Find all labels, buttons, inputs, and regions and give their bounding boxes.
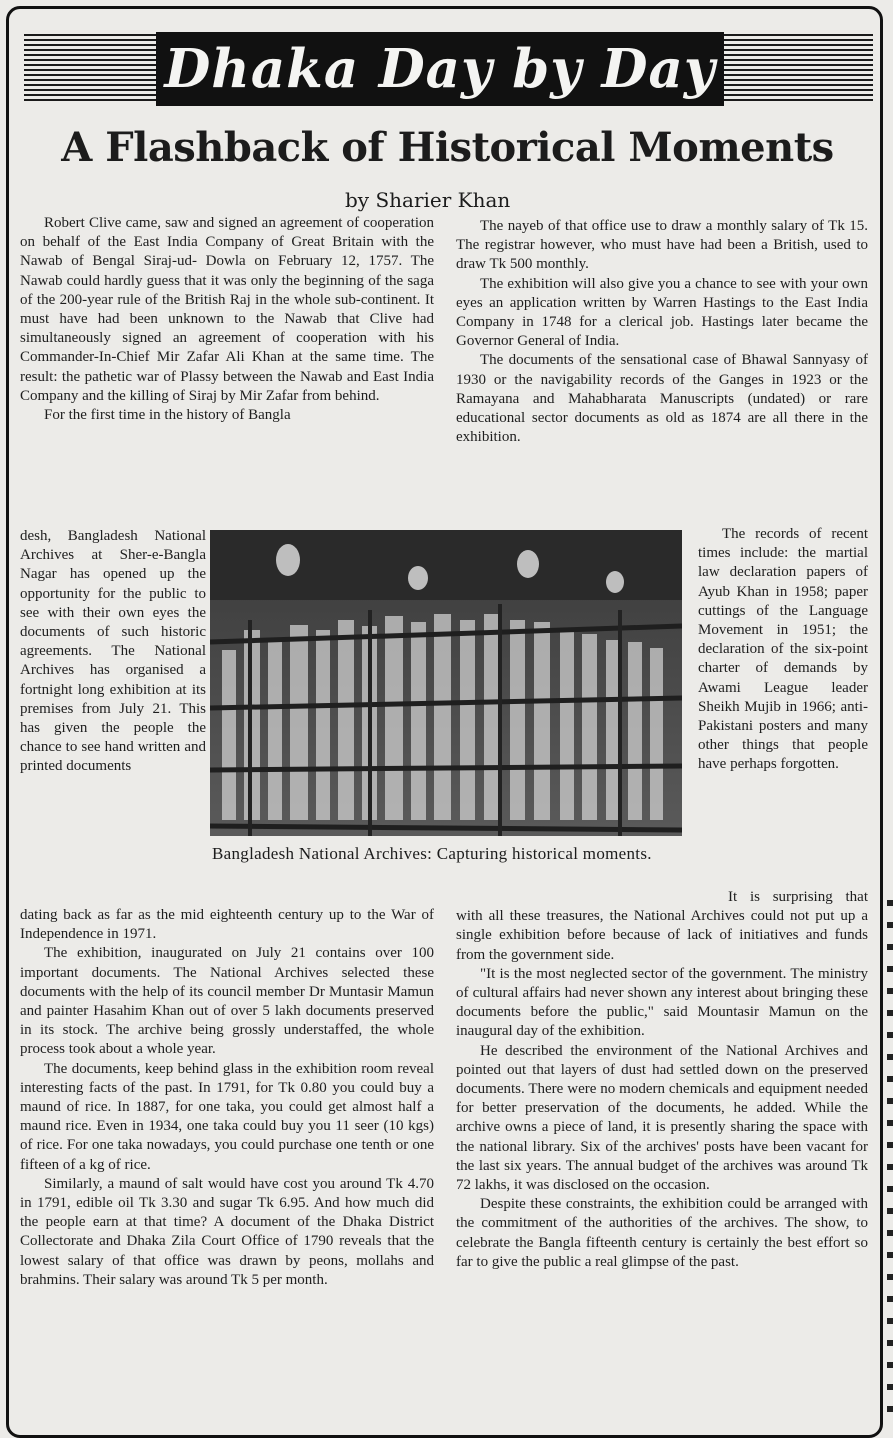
paragraph: The documents, keep behind glass in the exhibition room reveal interesting facts of the past. In 1791, for Tk 0.80 you could buy a maund of rice. In 1887, for one taka, you could get almost half a maund rice. Even in 1934, one taka could buy you 11 seer (10 kgs) of rice. For one taka nowadays, you could purchase one tenth or one fifteen of a kg of rice. — [20, 1060, 434, 1173]
right-column-bottom — [456, 888, 868, 1272]
paragraph: Robert Clive came, saw and signed an agreement of cooperation on behalf of the East India Company of Great Britain with the Nawab of Bengal Siraj-ud- Dowla on February 12, 1757. The Nawab could hardly guess that it was only the beginning of the saga of the 200-year rule of the British Raj in the whole sub-continent. It must have had been unknown to the Nawab that Clive had simultaneously signed an agreement of cooperation with his Commander-In-Chief Mir Zafar Ali Khan at the same time. The result: the pathetic war of Plassy between the Nawab and East India Company and the killing of Siraj by Mir Zafar from behind. — [20, 215, 434, 404]
paragraph: The documents of the sensational case of Bhawal Sannyasy of 1930 or the navigability records of the Ganges in 1923 or the Ramayana and Mahabharata Manuscripts (undated) or rare educational sector documents as old as 1874 are all there in the exhibition. — [456, 352, 868, 446]
paragraph: desh, Bangladesh National Archives at Sher-e-Bangla Nagar has opened up the opportunity for the public to see with their own eyes the documents of such historic agreements. The National Archives has organised a fortnight long exhibition at its premises from July 21. This has given the people the chance to see hand written and printed documents — [20, 528, 206, 775]
left-column-wrap — [20, 527, 206, 777]
paragraph: The exhibition will also give you a chance to see with your own eyes an application written by Warren Hastings to the East India Company in 1748 for a clerical job. Hastings later became the Governor General of India. — [456, 275, 868, 350]
paragraph: For the first time in the history of Bangla — [44, 407, 291, 424]
paragraph: It is surprising that with all these treasures, the National Archives could not put up a single exhibition before because of lack of initiatives and funds from the government side. — [456, 889, 868, 963]
photo-illustration — [210, 530, 682, 836]
paragraph: The nayeb of that office use to draw a monthly salary of Tk 15. The registrar however, who must have had been a British, used to draw Tk 500 monthly. — [456, 218, 868, 273]
paragraph: Despite these constraints, the exhibition could be arranged with the commitment of the authorities of the archives. The show, to celebrate the Bangla fifteenth century is certainly the best effort so far to give the public a real glimpse of the past. — [456, 1196, 868, 1270]
paragraph: He described the environment of the National Archives and pointed out that layers of dust had settled down on the preserved documents. There were no modern chemicals and equipment needed for better preservation of the documents, he added. While the archive owns a piece of land, it is presently sharing the space with the national library. Six of the archives' posts have been vacant for the last six years. The annual budget of the archives was around Tk 72 lakhs, it was disclosed on the occasion. — [456, 1042, 868, 1194]
right-column-wrap — [698, 525, 868, 775]
paragraph: The exhibition, inaugurated on July 21 contains over 100 important documents. The National Archives selected these documents with the help of its council member Dr Muntasir Mamun and painter Hasahim Khan out of over 5 lakh documents preserved in its stock. The archive being grossly understaffed, the whole process took about a whole year. — [20, 945, 434, 1058]
masthead-banner: Dhaka Day by Day — [156, 32, 724, 106]
left-column-top — [20, 214, 434, 425]
article-byline: by Sharier Khan — [345, 188, 511, 212]
paragraph: dating back as far as the mid eighteenth century up to the War of Independence in 1971. — [20, 907, 434, 943]
paragraph: "It is the most neglected sector of the government. The ministry of cultural affairs had never shown any interest about bringing these documents before the public," said Mountasir Mamun on the inaugural day of the exhibition. — [456, 965, 868, 1040]
left-column-bottom — [20, 906, 434, 1290]
article-headline: A Flashback of Historical Moments — [61, 124, 834, 171]
paragraph: Similarly, a maund of salt would have cost you around Tk 4.70 in 1791, edible oil Tk 3.30 and sugar Tk 6.95. And how much did the people earn at that time? A document of the Dhaka District Collectorate and Dhaka Zila Court Office of 1790 reveals that the lowest salary of that office was drawn by peons, mollahs and brahmins. Their salary was around Tk 5 per month. — [20, 1175, 434, 1288]
archive-shelves-photo — [210, 530, 682, 836]
adjacent-column-edge — [887, 900, 893, 1420]
paragraph: The records of recent times include: the martial law declaration papers of Ayub Khan in 1958; paper cuttings of the Language Movement in 1951; the declaration of the six-point charter of demands by Awami League leader Sheikh Mujib in 1966; anti-Pakistani posters and many other things that people have perhaps forgotten. — [698, 526, 868, 773]
photo-caption: Bangladesh National Archives: Capturing historical moments. — [212, 844, 652, 863]
right-column-top — [456, 217, 868, 447]
